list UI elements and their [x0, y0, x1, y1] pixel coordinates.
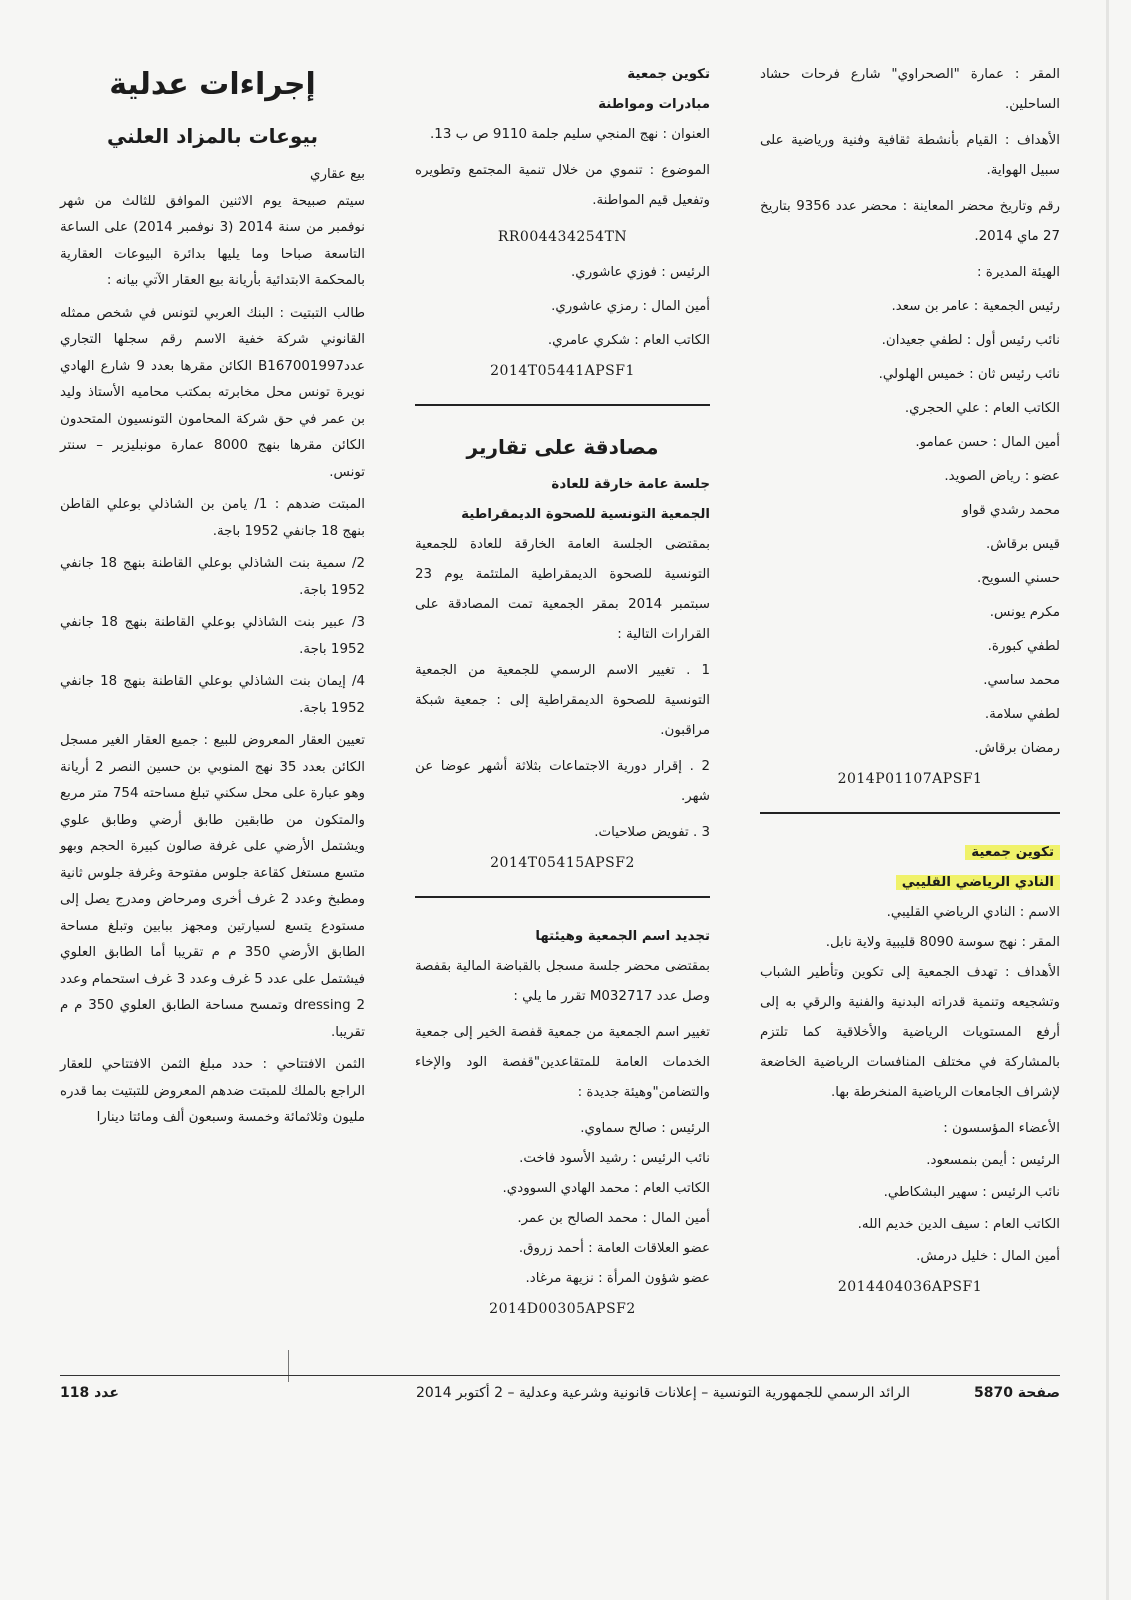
paragraph: الثمن الافتتاحي : حدد مبلغ الثمن الافتتاحي للعقار الراجع بالملك للمبتت ضدهم المعروض للتبتيت بما قدره مليون وثلاثمائة وخمسة وسبعون ألف ومائتا دينارا	[60, 1057, 365, 1125]
divider	[760, 812, 1060, 814]
reference-code: 2014404036APSF1	[837, 1279, 983, 1295]
list-item: محمد ساسي.	[983, 673, 1060, 688]
list-item: عضو العلاقات العامة : أحمد زروق.	[518, 1241, 710, 1256]
reference-code: 2014P01107APSF1	[837, 771, 983, 787]
list-item: رئيس الجمعية : عامر بن سعد.	[891, 299, 1060, 314]
list-item: نائب رئيس أول : لطفي جعيدان.	[881, 333, 1060, 348]
page-title: إجراءات عدلية	[109, 67, 316, 102]
list-item: حسني السويح.	[977, 571, 1060, 586]
paragraph: الاسم : النادي الرياضي القليبي.	[886, 905, 1060, 920]
page-footer	[60, 1385, 1060, 1415]
reference-code: 2014T05441APSF1	[490, 363, 635, 379]
divider	[415, 404, 710, 406]
list-item: نائب الرئيس : رشيد الأسود فاخت.	[519, 1151, 710, 1166]
list-item: الرئيس : صالح سماوي.	[580, 1121, 710, 1136]
divider	[415, 896, 710, 898]
paragraph: الموضوع : تنموي من خلال تنمية المجتمع وتطويره وتفعيل قيم المواطنة.	[415, 163, 710, 208]
list-item: الرئيس : أيمن بنمسعود.	[926, 1153, 1060, 1168]
list-item: رمضان برقاش.	[974, 741, 1060, 756]
issue-number: عدد 118	[60, 1385, 119, 1401]
decision-item: 3 . تفويض صلاحيات.	[594, 825, 710, 840]
paragraph: طالب التبتيت : البنك العربي لتونس في شخص ممثله القانوني شركة خفية الاسم رقم سجلها التجاري عددB167001997 الكائن مقرها بعدد 9 شارع الهادي نويرة تونس محل مخابرته بمكتب محاميه الأستاذ وليد بن عمر في حق شركة المحامون التونسيون المتحدون الكائن مقرها بنهج 8000 عمارة مونبليزير – سنتر تونس.	[60, 305, 365, 480]
column-left	[60, 60, 365, 1138]
list-item: لطفي سلامة.	[984, 707, 1060, 722]
section-subtitle: بيوعات بالمزاد العلني	[106, 124, 319, 148]
association-name: الجمعية التونسية للصحوة الديمقراطية	[461, 507, 710, 522]
paragraph: المقر : عمارة "الصحراوي" شارع فرحات حشاد الساحلين.	[760, 67, 1060, 112]
paragraph: الأهداف : القيام بأنشطة ثقافية وفنية ورياضية على سبيل الهواية.	[760, 133, 1060, 178]
paragraph: تغيير اسم الجمعية من جمعية قفصة الخير إلى جمعية الخدمات العامة للمتقاعدين"قفصة الود والإخاء والتضامن"وهيئة جديدة :	[415, 1025, 710, 1100]
list-item: لطفي كبورة.	[987, 639, 1060, 654]
list-item: عضو : رياض الصويد.	[944, 469, 1060, 484]
column-right	[760, 60, 1060, 1308]
reference-code: 2014D00305APSF2	[489, 1301, 636, 1317]
paragraph: المبتت ضدهم : 1/ يامن بن الشاذلي بوعلي القاطن بنهج 18 جانفي 1952 باجة.	[60, 497, 365, 539]
decision-item: 1 . تغيير الاسم الرسمي للجمعية من الجمعية التونسية للصحوة الديمقراطية إلى : جمعية شبكة مراقبون.	[415, 663, 710, 738]
decision-item: 2 . إقرار دورية الاجتماعات بثلاثة أشهر عوضا عن شهر.	[415, 759, 710, 804]
list-item: مكرم يونس.	[989, 605, 1060, 620]
paragraph: العنوان : نهج المنجي سليم جلمة 9110 ص ب 13.	[430, 127, 710, 142]
list-item: نائب الرئيس : سهير البشكاطي.	[883, 1185, 1060, 1200]
list-item: الكاتب العام : سيف الدين خديم الله.	[857, 1217, 1060, 1232]
heading: بيع عقاري	[310, 167, 365, 182]
paragraph: رقم وتاريخ محضر المعاينة : محضر عدد 9356 بتاريخ 27 ماي 2014.	[760, 199, 1060, 244]
members-heading: الأعضاء المؤسسون :	[943, 1121, 1060, 1136]
footer-rule	[60, 1375, 1060, 1376]
paragraph: بمقتضى محضر جلسة مسجل بالقباضة المالية بقفصة وصل عدد M032717 تقرر ما يلي :	[415, 959, 710, 1004]
list-item: قيس برقاش.	[986, 537, 1060, 552]
notice-title: تكوين جمعية	[627, 67, 710, 82]
paragraph: 4/ إيمان بنت الشاذلي بوعلي القاطنة بنهج 18 جانفي 1952 باجة.	[60, 674, 366, 716]
board-heading: الهيئة المديرة :	[977, 265, 1060, 280]
list-item: أمين المال : محمد الصالح بن عمر.	[517, 1211, 710, 1226]
page-edge	[1106, 0, 1109, 1600]
meeting-title: جلسة عامة خارقة للعادة	[551, 477, 710, 492]
journal-line: الرائد الرسمي للجمهورية التونسية – إعلانات قانونية وشرعية وعدلية – 2 أكتوبر 2014	[415, 1385, 910, 1401]
reference-code: RR004434254TN	[497, 229, 628, 245]
notice-title: تجديد اسم الجمعية وهيئتها	[535, 929, 710, 944]
page-number: صفحة 5870	[973, 1385, 1060, 1401]
paragraph: بمقتضى الجلسة العامة الخارقة للعادة للجمعية التونسية للصحوة الديمقراطية الملتئمة يوم 23 سبتمبر 2014 بمقر الجمعية تمت المصادقة على القرارات التالية :	[415, 537, 710, 642]
association-name: مبادرات ومواطنة	[598, 97, 710, 112]
paragraph: 3/ عبير بنت الشاذلي بوعلي القاطنة بنهج 18 جانفي 1952 باجة.	[60, 615, 365, 657]
list-item: نائب رئيس ثان : خميس الهلولي.	[878, 367, 1060, 382]
list-item: الكاتب العام : علي الحجري.	[904, 401, 1060, 416]
column-divider	[288, 1350, 289, 1382]
list-item: الرئيس : فوزي عاشوري.	[571, 265, 710, 280]
paragraph: الأهداف : تهدف الجمعية إلى تكوين وتأطير الشباب وتشجيعه وتنمية قدراته البدنية والفنية والرقي به إلى أرفع المستويات الرياضية والأخلاقية كما تلتزم بالمشاركة في مختلف المنافسات الرياضية الخاضعة لإشراف الجامعات الرياضية المنخرطة بها.	[760, 965, 1060, 1100]
list-item: أمين المال : حسن عمامو.	[915, 435, 1060, 450]
list-item: أمين المال : خليل درمش.	[916, 1249, 1060, 1264]
paragraph: سيتم صبيحة يوم الاثنين الموافق للثالث من شهر نوفمبر من سنة 2014 (3 نوفمبر 2014) على الساعة التاسعة صباحا وما يليها بدائرة البيوعات العقارية بالمحكمة الابتدائية بأريانة بيع العقار الآتي بيانه :	[60, 193, 365, 288]
column-middle	[415, 60, 710, 1330]
list-item: عضو شؤون المرأة : نزيهة مرغاد.	[525, 1271, 710, 1286]
list-item: الكاتب العام : شكري عامري.	[547, 333, 710, 348]
list-item: الكاتب العام : محمد الهادي السوودي.	[502, 1181, 710, 1196]
list-item: أمين المال : رمزي عاشوري.	[551, 299, 710, 314]
reference-code: 2014T05415APSF2	[490, 855, 635, 871]
list-item: محمد رشدي قواو	[962, 503, 1060, 518]
paragraph: المقر : نهج سوسة 8090 قليبية ولاية نابل.	[825, 935, 1060, 950]
paragraph: 2/ سمية بنت الشاذلي بوعلي القاطنة بنهج 18 جانفي 1952 باجة.	[60, 556, 365, 598]
association-name: النادي الرياضي القليبي	[760, 868, 1060, 898]
notice-title: تكوين جمعية	[760, 838, 1060, 868]
paragraph: تعيين العقار المعروض للبيع : جميع العقار الغير مسجل الكائن بعدد 35 نهج المنوبي بن حسين النصر 2 أريانة وهو عبارة على محل سكني تبلغ مساحته 754 متر مربع والمتكون من طابقين طابق أرضي وطابق علوي ويشتمل الأرضي على غرفة صالون كبيرة الحجم وبهو متسع مستغل كقاعة جلوس مفتوحة وغرفة جلوس ثانية ومطبخ وعدد 2 غرف أخرى ومرحاض ومدرج يصل إلى مستودع يتسع لسيارتين ومجهز ببابين وتبلغ مساحة الطابق الأرضي 350 م م تقريبا أما الطابق العلوي فيشتمل على عدد 5 غرف وعدد 3 غرف استحمام وعدد 2 dressing وتمسح مساحة الطابق العلوي 350 م م تقريبا.	[60, 733, 365, 1040]
section-title: مصادقة على تقارير	[466, 435, 659, 459]
